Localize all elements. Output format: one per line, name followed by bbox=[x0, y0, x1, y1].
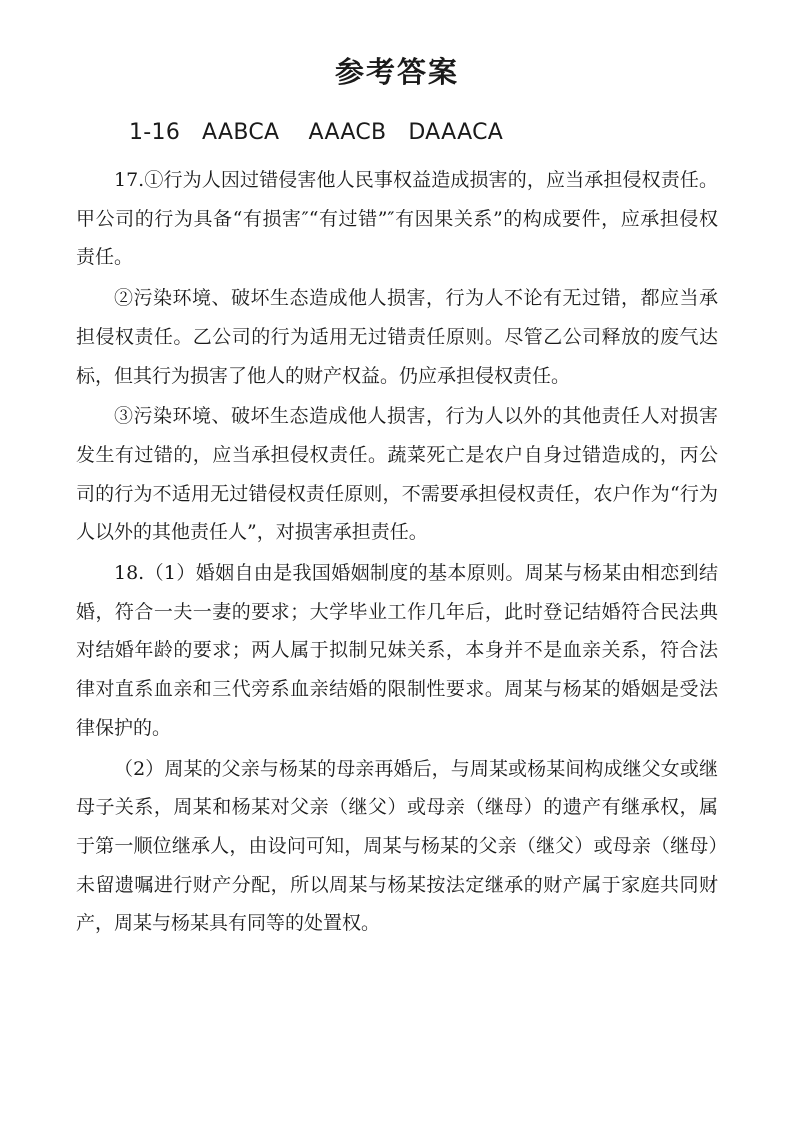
page-title: 参考答案 bbox=[334, 55, 459, 89]
paragraph-17-point-1: 17.①行为人因过错侵害他人民事权益造成损害的，应当承担侵权责任。甲公司的行为具备“有损害″“有过错”″有因果关系”的构成要件，应承担侵权责任。 bbox=[76, 169, 718, 269]
answer-key-line: 1-16 AABCA AAACB DAAACA bbox=[129, 120, 504, 145]
paragraph-18-part-1: 18.（1）婚姻自由是我国婚姻制度的基本原则。周某与杨某由相恋到结婚，符合一夫一妻的要求；大学毕业工作几年后，此时登记结婚符合民法典对结婚年龄的要求；两人属于拟制兄妹关系，本身并不是血亲关系，符合法律对直系血亲和三代旁系血亲结婚的限制性要求。周某与杨某的婚姻是受法律保护的。 bbox=[76, 562, 718, 739]
paragraph-17-point-2: ②污染环境、破坏生态造成他人损害，行为人不论有无过错，都应当承担侵权责任。乙公司的行为适用无过错责任原则。尽管乙公司释放的废气达标，但其行为损害了他人的财产权益。仍应承担侵权责任。 bbox=[76, 287, 718, 387]
paragraph-17-point-3: ③污染环境、破坏生态造成他人损害，行为人以外的其他责任人对损害发生有过错的，应当承担侵权责任。蔬菜死亡是农户自身过错造成的，丙公司的行为不适用无过错侵权责任原则，不需要承担侵权责任，农户作为“行为人以外的其他责任人”，对损害承担责任。 bbox=[76, 405, 718, 544]
paragraph-18-part-2: （2）周某的父亲与杨某的母亲再婚后，与周某或杨某间构成继父女或继母子关系，周某和杨某对父亲（继父）或母亲（继母）的遗产有继承权，属于第一顺位继承人，由设问可知，周某与杨某的父亲（继父）或母亲（继母）未留遗嘱进行财产分配，所以周某与杨某按法定继承的财产属于家庭共同财产，周某与杨某具有同等的处置权。 bbox=[76, 757, 718, 935]
answer-body bbox=[76, 161, 718, 947]
